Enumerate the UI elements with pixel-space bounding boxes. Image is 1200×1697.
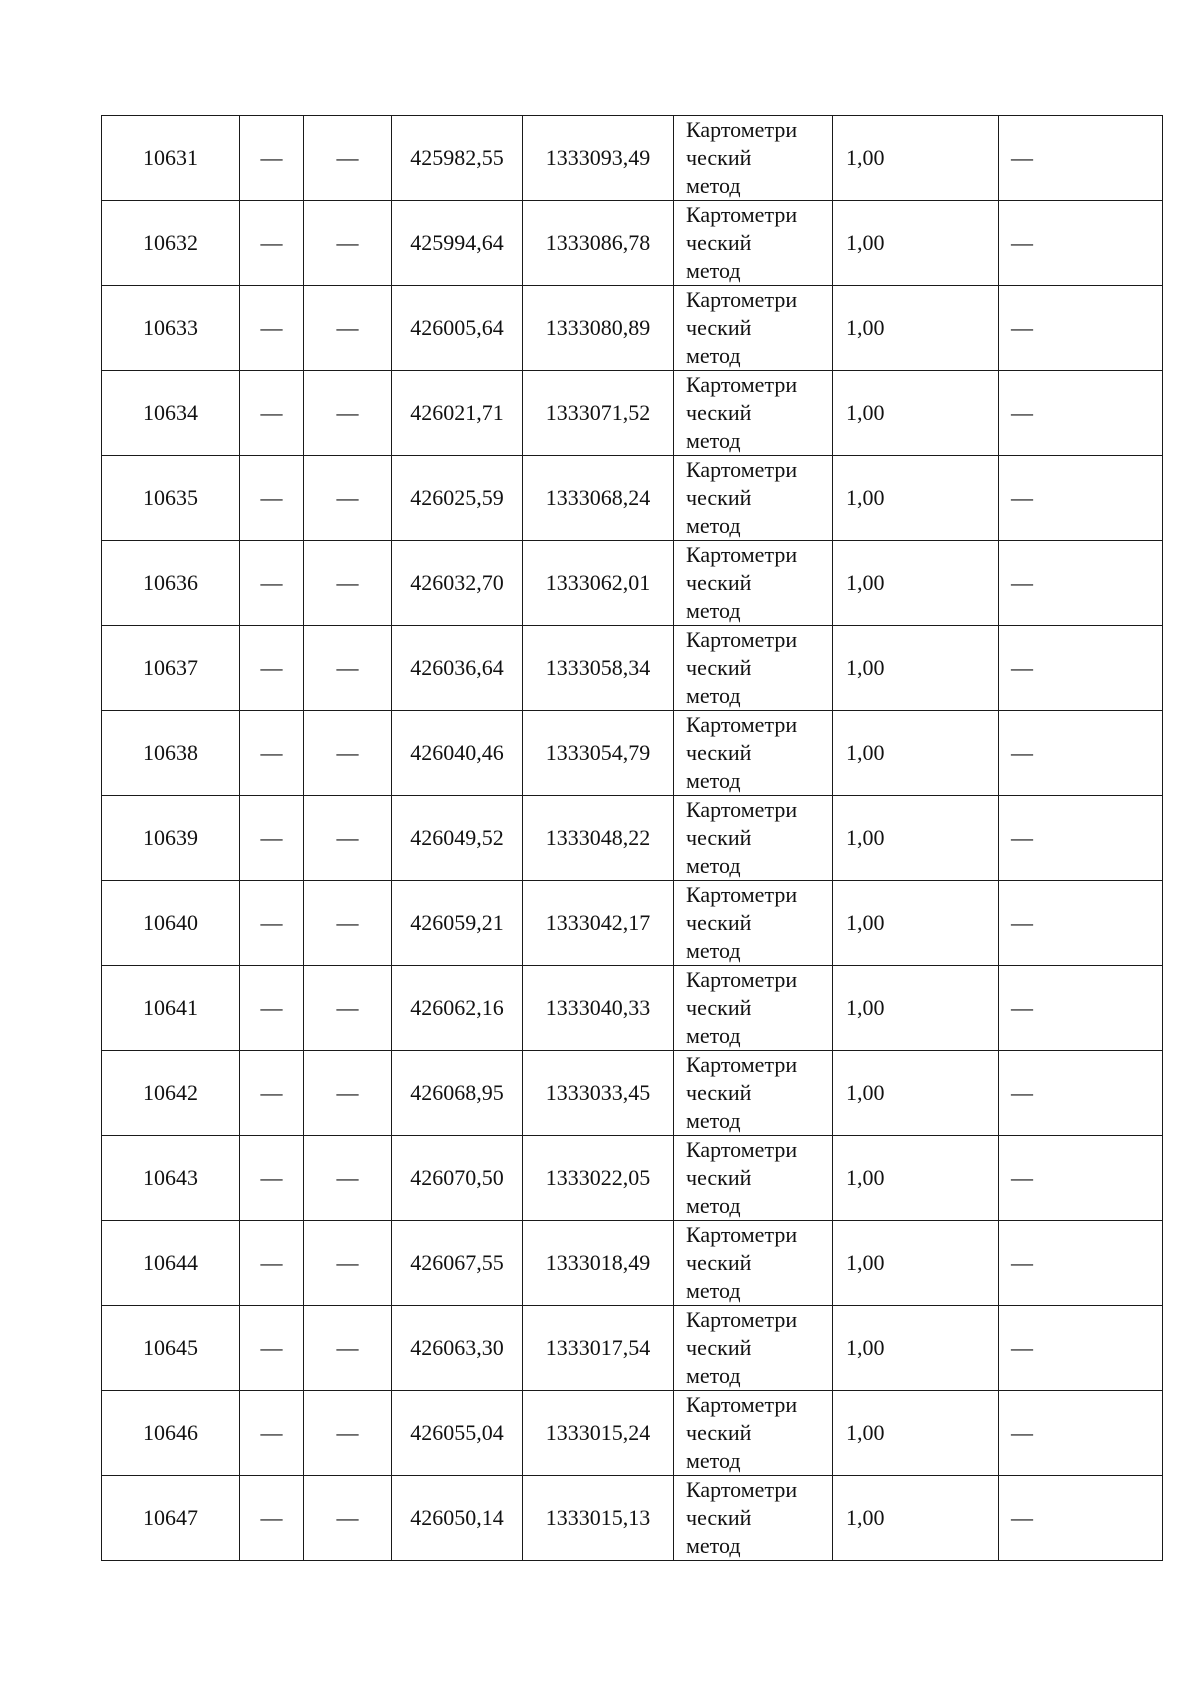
coordinate-x-cell: 426025,59 xyxy=(392,456,523,541)
empty-x-cell: — xyxy=(240,711,304,796)
point-number-cell: 10640 xyxy=(102,881,240,966)
coordinate-y-cell: 1333080,89 xyxy=(523,286,674,371)
empty-x-cell: — xyxy=(240,201,304,286)
table-row xyxy=(102,456,1163,541)
point-number-cell: 10638 xyxy=(102,711,240,796)
empty-y-cell: — xyxy=(304,1476,392,1561)
accuracy-cell: 1,00 xyxy=(833,1051,999,1136)
coordinate-y-cell: 1333062,01 xyxy=(523,541,674,626)
table-row xyxy=(102,1136,1163,1221)
table-body xyxy=(102,116,1163,1561)
accuracy-cell: 1,00 xyxy=(833,966,999,1051)
coordinate-y-cell: 1333033,45 xyxy=(523,1051,674,1136)
coordinates-table xyxy=(101,115,1163,1561)
accuracy-cell: 1,00 xyxy=(833,881,999,966)
coordinate-y-cell: 1333022,05 xyxy=(523,1136,674,1221)
accuracy-cell: 1,00 xyxy=(833,796,999,881)
method-cell: Картометри ческий метод xyxy=(674,456,833,541)
point-number-cell: 10644 xyxy=(102,1221,240,1306)
table-row xyxy=(102,711,1163,796)
empty-x-cell: — xyxy=(240,966,304,1051)
empty-y-cell: — xyxy=(304,1391,392,1476)
description-cell: — xyxy=(999,626,1163,711)
empty-x-cell: — xyxy=(240,456,304,541)
point-number-cell: 10633 xyxy=(102,286,240,371)
description-cell: — xyxy=(999,286,1163,371)
empty-y-cell: — xyxy=(304,371,392,456)
empty-x-cell: — xyxy=(240,626,304,711)
coordinate-x-cell: 426067,55 xyxy=(392,1221,523,1306)
method-cell: Картометри ческий метод xyxy=(674,966,833,1051)
empty-x-cell: — xyxy=(240,1221,304,1306)
coordinate-x-cell: 426062,16 xyxy=(392,966,523,1051)
method-cell: Картометри ческий метод xyxy=(674,541,833,626)
empty-y-cell: — xyxy=(304,1306,392,1391)
accuracy-cell: 1,00 xyxy=(833,1221,999,1306)
empty-y-cell: — xyxy=(304,116,392,201)
empty-y-cell: — xyxy=(304,541,392,626)
coordinate-y-cell: 1333086,78 xyxy=(523,201,674,286)
method-cell: Картометри ческий метод xyxy=(674,626,833,711)
accuracy-cell: 1,00 xyxy=(833,286,999,371)
coordinate-y-cell: 1333093,49 xyxy=(523,116,674,201)
point-number-cell: 10636 xyxy=(102,541,240,626)
coordinate-y-cell: 1333017,54 xyxy=(523,1306,674,1391)
description-cell: — xyxy=(999,541,1163,626)
coordinate-x-cell: 426063,30 xyxy=(392,1306,523,1391)
method-cell: Картометри ческий метод xyxy=(674,796,833,881)
empty-x-cell: — xyxy=(240,1391,304,1476)
table-row xyxy=(102,1051,1163,1136)
method-cell: Картометри ческий метод xyxy=(674,1476,833,1561)
table-row xyxy=(102,201,1163,286)
empty-x-cell: — xyxy=(240,1051,304,1136)
coordinate-x-cell: 425994,64 xyxy=(392,201,523,286)
empty-y-cell: — xyxy=(304,201,392,286)
description-cell: — xyxy=(999,201,1163,286)
table-row xyxy=(102,1391,1163,1476)
accuracy-cell: 1,00 xyxy=(833,1476,999,1561)
table-row xyxy=(102,1221,1163,1306)
coordinate-x-cell: 426049,52 xyxy=(392,796,523,881)
method-cell: Картометри ческий метод xyxy=(674,286,833,371)
point-number-cell: 10639 xyxy=(102,796,240,881)
coordinate-y-cell: 1333058,34 xyxy=(523,626,674,711)
description-cell: — xyxy=(999,1051,1163,1136)
empty-x-cell: — xyxy=(240,1476,304,1561)
empty-x-cell: — xyxy=(240,796,304,881)
accuracy-cell: 1,00 xyxy=(833,201,999,286)
description-cell: — xyxy=(999,1306,1163,1391)
empty-x-cell: — xyxy=(240,286,304,371)
empty-y-cell: — xyxy=(304,966,392,1051)
table-row xyxy=(102,966,1163,1051)
empty-y-cell: — xyxy=(304,796,392,881)
coordinate-x-cell: 425982,55 xyxy=(392,116,523,201)
point-number-cell: 10631 xyxy=(102,116,240,201)
method-cell: Картометри ческий метод xyxy=(674,1051,833,1136)
point-number-cell: 10645 xyxy=(102,1306,240,1391)
coordinate-y-cell: 1333048,22 xyxy=(523,796,674,881)
description-cell: — xyxy=(999,966,1163,1051)
coordinate-x-cell: 426059,21 xyxy=(392,881,523,966)
point-number-cell: 10647 xyxy=(102,1476,240,1561)
method-cell: Картометри ческий метод xyxy=(674,1136,833,1221)
accuracy-cell: 1,00 xyxy=(833,626,999,711)
accuracy-cell: 1,00 xyxy=(833,116,999,201)
accuracy-cell: 1,00 xyxy=(833,1306,999,1391)
description-cell: — xyxy=(999,1136,1163,1221)
empty-y-cell: — xyxy=(304,1221,392,1306)
coordinate-y-cell: 1333042,17 xyxy=(523,881,674,966)
description-cell: — xyxy=(999,456,1163,541)
coordinate-y-cell: 1333040,33 xyxy=(523,966,674,1051)
coordinate-x-cell: 426032,70 xyxy=(392,541,523,626)
empty-x-cell: — xyxy=(240,1136,304,1221)
description-cell: — xyxy=(999,371,1163,456)
table-row xyxy=(102,541,1163,626)
coordinate-y-cell: 1333071,52 xyxy=(523,371,674,456)
method-cell: Картометри ческий метод xyxy=(674,1221,833,1306)
point-number-cell: 10646 xyxy=(102,1391,240,1476)
coordinate-y-cell: 1333054,79 xyxy=(523,711,674,796)
empty-x-cell: — xyxy=(240,371,304,456)
point-number-cell: 10635 xyxy=(102,456,240,541)
description-cell: — xyxy=(999,1391,1163,1476)
accuracy-cell: 1,00 xyxy=(833,1391,999,1476)
coordinate-y-cell: 1333015,13 xyxy=(523,1476,674,1561)
coordinate-y-cell: 1333018,49 xyxy=(523,1221,674,1306)
empty-x-cell: — xyxy=(240,116,304,201)
method-cell: Картометри ческий метод xyxy=(674,881,833,966)
table-row xyxy=(102,116,1163,201)
coordinate-x-cell: 426036,64 xyxy=(392,626,523,711)
accuracy-cell: 1,00 xyxy=(833,1136,999,1221)
table-row xyxy=(102,626,1163,711)
point-number-cell: 10637 xyxy=(102,626,240,711)
coordinate-y-cell: 1333015,24 xyxy=(523,1391,674,1476)
table-row xyxy=(102,1306,1163,1391)
table-row xyxy=(102,371,1163,456)
table-row xyxy=(102,881,1163,966)
method-cell: Картометри ческий метод xyxy=(674,371,833,456)
description-cell: — xyxy=(999,711,1163,796)
description-cell: — xyxy=(999,796,1163,881)
description-cell: — xyxy=(999,881,1163,966)
point-number-cell: 10643 xyxy=(102,1136,240,1221)
coordinate-y-cell: 1333068,24 xyxy=(523,456,674,541)
table-row xyxy=(102,286,1163,371)
empty-y-cell: — xyxy=(304,881,392,966)
description-cell: — xyxy=(999,1221,1163,1306)
coordinate-x-cell: 426055,04 xyxy=(392,1391,523,1476)
coordinate-x-cell: 426070,50 xyxy=(392,1136,523,1221)
coordinate-x-cell: 426068,95 xyxy=(392,1051,523,1136)
empty-x-cell: — xyxy=(240,881,304,966)
accuracy-cell: 1,00 xyxy=(833,711,999,796)
method-cell: Картометри ческий метод xyxy=(674,711,833,796)
empty-y-cell: — xyxy=(304,711,392,796)
description-cell: — xyxy=(999,116,1163,201)
method-cell: Картометри ческий метод xyxy=(674,1391,833,1476)
accuracy-cell: 1,00 xyxy=(833,541,999,626)
empty-x-cell: — xyxy=(240,541,304,626)
method-cell: Картометри ческий метод xyxy=(674,201,833,286)
empty-y-cell: — xyxy=(304,286,392,371)
empty-y-cell: — xyxy=(304,626,392,711)
coordinate-x-cell: 426050,14 xyxy=(392,1476,523,1561)
empty-x-cell: — xyxy=(240,1306,304,1391)
point-number-cell: 10641 xyxy=(102,966,240,1051)
empty-y-cell: — xyxy=(304,1051,392,1136)
description-cell: — xyxy=(999,1476,1163,1561)
point-number-cell: 10642 xyxy=(102,1051,240,1136)
coordinate-x-cell: 426005,64 xyxy=(392,286,523,371)
accuracy-cell: 1,00 xyxy=(833,371,999,456)
coordinate-x-cell: 426040,46 xyxy=(392,711,523,796)
coordinate-x-cell: 426021,71 xyxy=(392,371,523,456)
accuracy-cell: 1,00 xyxy=(833,456,999,541)
empty-y-cell: — xyxy=(304,456,392,541)
empty-y-cell: — xyxy=(304,1136,392,1221)
method-cell: Картометри ческий метод xyxy=(674,1306,833,1391)
table-row xyxy=(102,796,1163,881)
table-row xyxy=(102,1476,1163,1561)
point-number-cell: 10634 xyxy=(102,371,240,456)
point-number-cell: 10632 xyxy=(102,201,240,286)
method-cell: Картометри ческий метод xyxy=(674,116,833,201)
